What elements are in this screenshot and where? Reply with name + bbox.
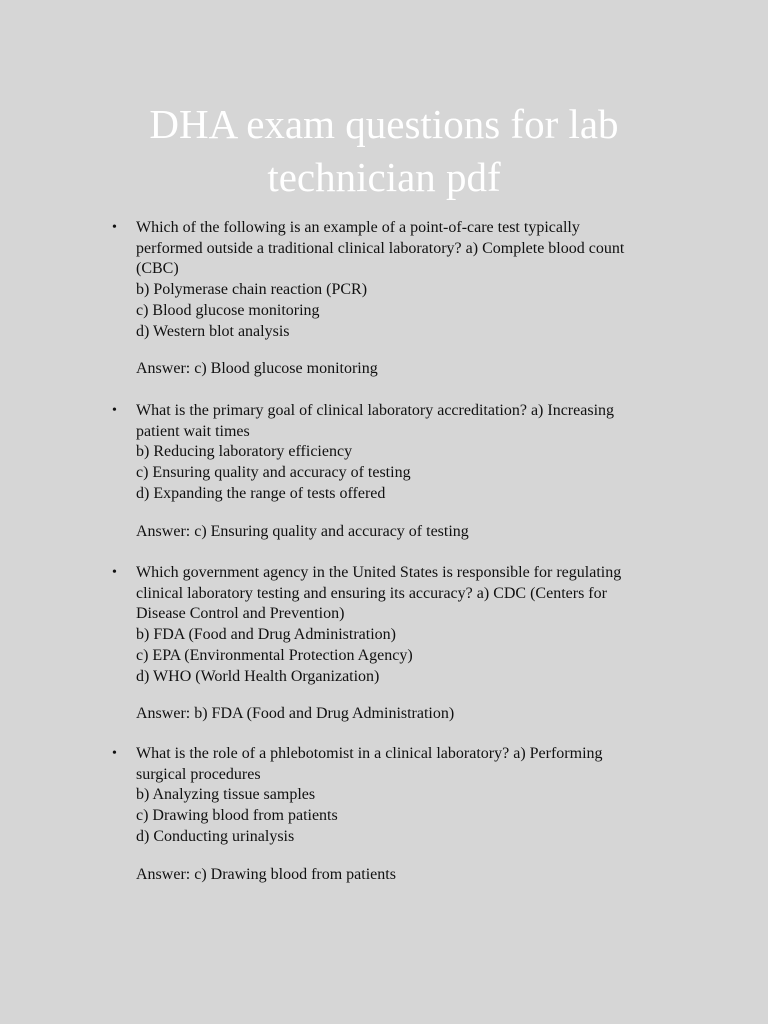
- option-c: c) Blood glucose monitoring: [136, 301, 320, 319]
- option-d: d) Conducting urinalysis: [136, 827, 295, 845]
- question-text-line: patient wait times: [136, 422, 250, 440]
- question-item-1: [0, 218, 768, 380]
- question-text-line: Disease Control and Prevention): [136, 605, 345, 623]
- option-c: c) Ensuring quality and accuracy of testing: [136, 464, 411, 482]
- option-d: d) WHO (World Health Organization): [136, 667, 380, 685]
- answer-text: Answer: b) FDA (Food and Drug Administration): [136, 705, 455, 723]
- bullet-icon: •: [112, 565, 117, 580]
- question-text-line: clinical laboratory testing and ensuring its accuracy? a) CDC (Centers for: [136, 584, 607, 602]
- question-text-line: surgical procedures: [136, 765, 261, 783]
- option-b: b) FDA (Food and Drug Administration): [136, 626, 396, 644]
- document-title: [0, 98, 768, 204]
- question-text-line: What is the primary goal of clinical laboratory accreditation? a) Increasing: [136, 402, 615, 419]
- question-item-4: [0, 744, 768, 885]
- option-b: b) Reducing laboratory efficiency: [136, 443, 353, 461]
- answer-text: Answer: c) Drawing blood from patients: [136, 865, 396, 883]
- option-d: d) Western blot analysis: [136, 322, 290, 340]
- question-text-line: Which of the following is an example of a point-of-care test typically: [136, 219, 580, 236]
- title-line-2: technician pdf: [267, 154, 501, 200]
- option-d: d) Expanding the range of tests offered: [136, 484, 386, 502]
- bullet-icon: •: [112, 746, 117, 761]
- question-item-2: [0, 401, 768, 542]
- option-b: b) Analyzing tissue samples: [136, 786, 316, 804]
- answer-text: Answer: c) Ensuring quality and accuracy of testing: [136, 522, 469, 540]
- option-c: c) EPA (Environmental Protection Agency): [136, 646, 413, 664]
- question-text-line: Which government agency in the United States is responsible for regulating: [136, 564, 622, 581]
- answer-text: Answer: c) Blood glucose monitoring: [136, 360, 378, 378]
- bullet-icon: •: [112, 220, 117, 235]
- question-item-3: [0, 563, 768, 725]
- question-text-line: (CBC): [136, 260, 179, 278]
- option-c: c) Drawing blood from patients: [136, 807, 338, 825]
- question-text-line: performed outside a traditional clinical laboratory? a) Complete blood count: [136, 239, 625, 257]
- bullet-icon: •: [112, 403, 117, 418]
- title-line-1: DHA exam questions for lab: [149, 101, 619, 147]
- question-text-line: What is the role of a phlebotomist in a clinical laboratory? a) Performing: [136, 745, 603, 762]
- option-b: b) Polymerase chain reaction (PCR): [136, 281, 368, 299]
